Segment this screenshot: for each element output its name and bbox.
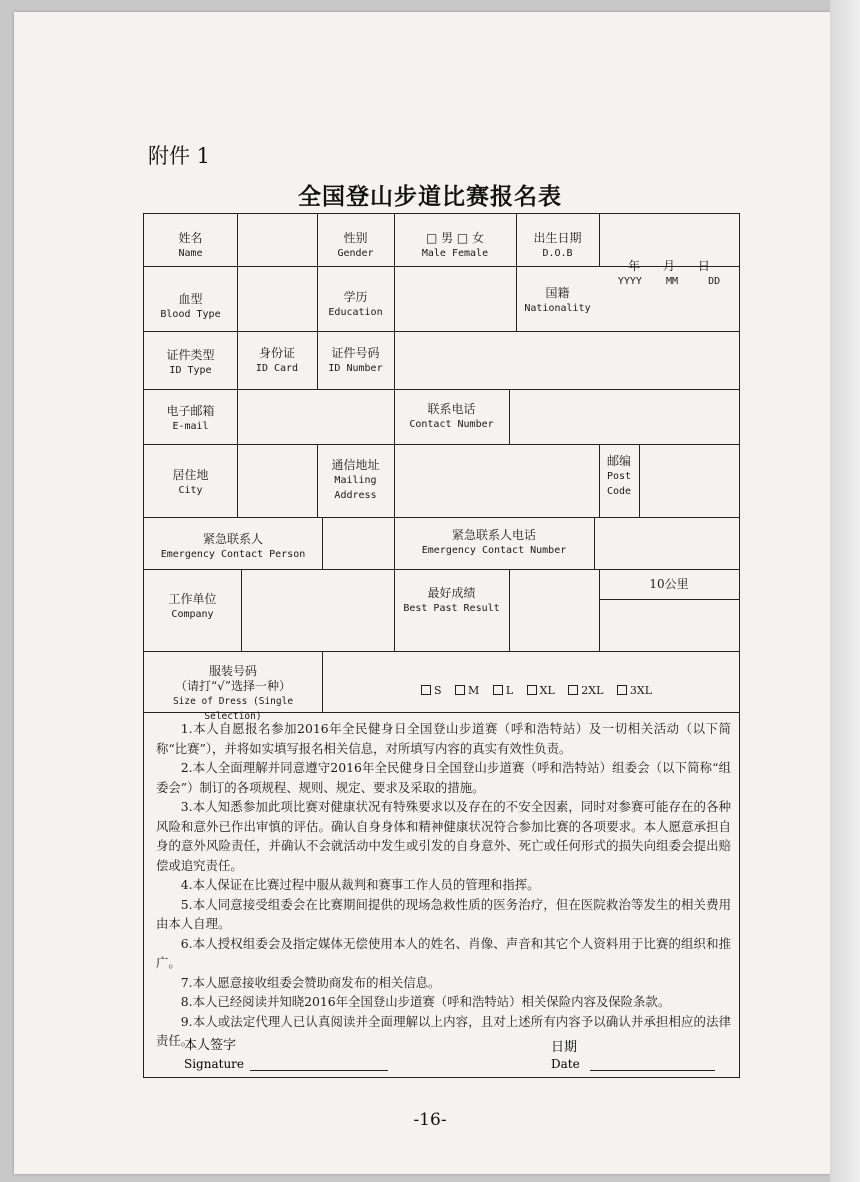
address-label: 通信地址 Mailing Address [331,458,380,501]
gender-options[interactable]: □ 男 □ 女 Male Female [421,231,489,259]
blood-type-label: 血型 Blood Type [160,292,221,320]
date-field[interactable]: Date [551,1057,715,1071]
distance-label: 10公里 [649,577,689,591]
emergency-phone-label: 紧急联系人电话 Emergency Contact Number [421,528,567,556]
id-number-label: 证件号码 ID Number [328,346,383,374]
education-label: 学历 Education [328,290,383,318]
size-option-2xl[interactable]: 2XL [568,684,603,697]
form-title: 全国登山步道比赛报名表 [298,183,562,210]
postcode-label: 邮编 Post Code [606,454,632,497]
page-number: -16- [413,1110,447,1130]
size-option-m[interactable]: M [455,684,479,697]
name-label: 姓名 Name [178,231,203,259]
name-field[interactable] [238,215,316,265]
size-option-l[interactable]: L [493,684,513,697]
birth-field[interactable]: 年 月 日 YYYY MM DD [617,259,721,287]
id-type-label: 证件类型 ID Type [166,348,215,376]
size-option-s[interactable]: S [421,684,442,697]
nationality-label: 国籍 Nationality [524,286,591,314]
city-label: 居住地 City [172,468,209,496]
size-option-3xl[interactable]: 3XL [617,684,652,697]
size-option-xl[interactable]: XL [527,684,555,697]
best-result-label: 最好成绩 Best Past Result [403,586,500,614]
signature-label-cn: 本人签字 [184,1038,237,1053]
email-label: 电子邮箱 E-mail [166,404,215,432]
company-label: 工作单位 Company [168,592,217,620]
attachment-label: 附件 1 [148,144,211,168]
signature-field[interactable]: Signature [184,1057,388,1071]
dress-size-options[interactable] [421,684,662,697]
dress-size-label: 服装号码 （请打“√”选择一种） Size of Dress (Single Selection) [172,664,294,722]
registration-form [143,213,740,1078]
gender-label: 性别 Gender [337,231,374,259]
phone-label: 联系电话 Contact Number [409,402,494,430]
date-label-cn: 日期 [551,1040,578,1055]
birth-label: 出生日期 D.O.B [533,231,582,259]
id-card-option[interactable]: 身份证 ID Card [255,346,299,374]
declaration-text: 1.本人自愿报名参加2016年全民健身日全国登山步道赛（呼和浩特站）及一切相关活动（以下简称“比赛”），并将如实填写报名相关信息，对所填写内容的真实有效性负责。 2.本人全面理解并同意遵守2016年全民健身日全国登山步道赛（呼和浩特站）组委会（以下简称“组委会”）制订的各项规程、规则、规定、要求及采取的措施。 3.本人知悉参加此项比赛对健康状况有特殊要求以及存在的不安全因素，同时对参赛可能存在的各种风险和意外已作出审慎的评估。确认自身身体和精神健康状况符合参加比赛的各项要求。本人愿意承担自身的意外风险责任，并确认不会就活动中发生或引发的自身意外、死亡或任何形式的损失向组委会提出赔偿或追究责任。 4.本人保证在比赛过程中服从裁判和赛事工作人员的管理和指挥。 5.本人同意接受组委会在比赛期间提供的现场急救性质的医务治疗，但在医院救治等发生的相关费用由本人自理。 6.本人授权组委会及指定媒体无偿使用本人的姓名、肖像、声音和其它个人资料用于比赛的组织和推广。 7.本人愿意接收组委会赞助商发布的相关信息。 8.本人已经阅读并知晓2016年全国登山步道赛（呼和浩特站）相关保险内容及保险条款。 9.本人或法定代理人已认真阅读并全面理解以上内容，且对上述所有内容予以确认并承担相应的法律责任。 [156,721,731,1048]
emergency-contact-label: 紧急联系人 Emergency Contact Person [160,532,306,560]
